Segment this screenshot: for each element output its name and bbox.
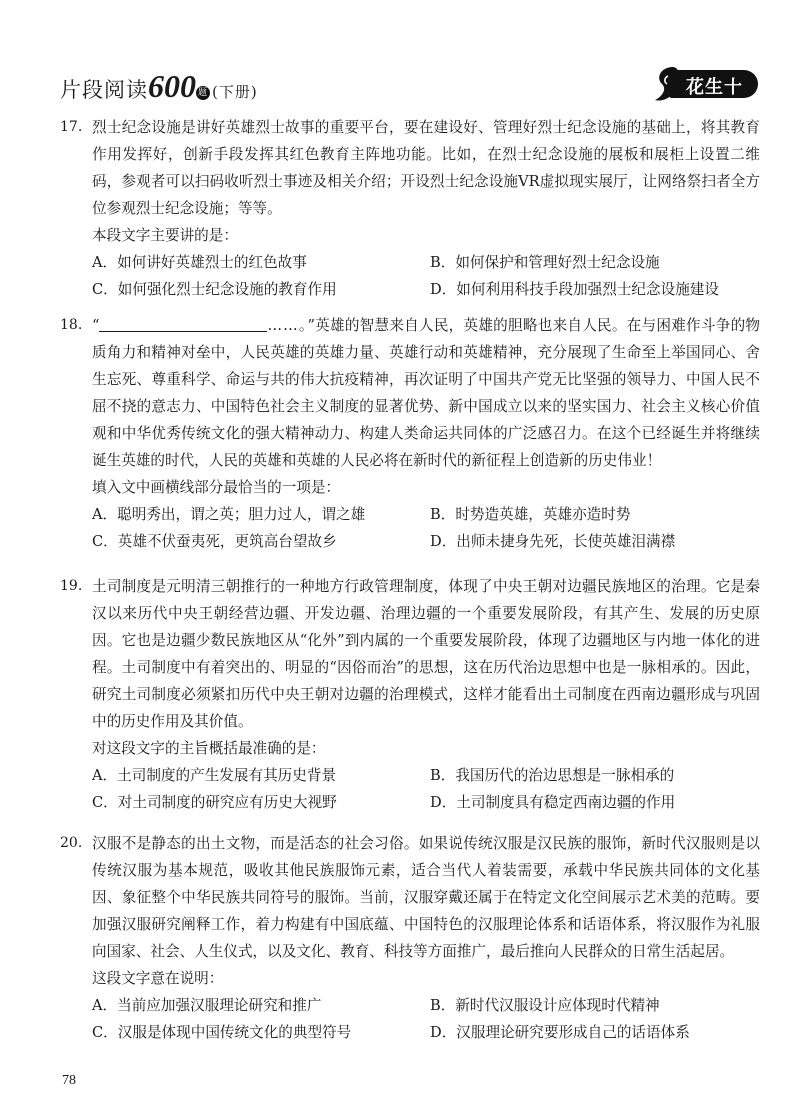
option-c[interactable]: C．汉服是体现中国传统文化的典型符号 bbox=[92, 1024, 352, 1041]
option-c[interactable]: C．如何强化烈士纪念设施的教育作用 bbox=[92, 281, 337, 298]
question-number: 19. bbox=[60, 578, 83, 594]
quote-open: “ bbox=[92, 317, 100, 334]
option-a[interactable]: A．土司制度的产生发展有其历史背景 bbox=[92, 767, 337, 784]
option-b[interactable]: B．时势造英雄，英雄亦造时势 bbox=[430, 506, 631, 523]
book-title-prefix: 片段阅读 bbox=[60, 78, 148, 102]
peanut-swirl-icon bbox=[652, 64, 686, 104]
option-d[interactable]: D．汉服理论研究要形成自己的话语体系 bbox=[430, 1024, 690, 1041]
option-c[interactable]: C．英雄不伏蚕夷死，更筑高台望故乡 bbox=[92, 533, 337, 550]
option-a[interactable]: A．聪明秀出，谓之英；胆力过人，谓之雄 bbox=[92, 506, 366, 523]
answer-options bbox=[92, 249, 760, 303]
question-stem: 烈士纪念设施是讲好英雄烈士故事的重要平台，要在建设好、管理好烈士纪念设施的基础上，将其教育作用发挥好，创新手段发挥其红色教育主阵地功能。比如，在烈士纪念设施的展板和展柜上设置二维码，参观者可以扫码收听烈士事迹及相关介绍；开设烈士纪念设施VR虚拟现实展厅，让网络祭扫者全方位参观烈士纪念设施；等等。 bbox=[92, 119, 760, 217]
question-number: 17. bbox=[60, 119, 83, 135]
question-stem: 汉服不是静态的出土文物，而是活态的社会习俗。如果说传统汉服是汉民族的服饰，新时代汉服则是以传统汉服为基本规范，吸收其他民族服饰元素，适合当代人着装需要，承载中华民族共同体的文化基因、象征整个中华民族共同符号的服饰。当前，汉服穿戴还属于在特定文化空间展示艺术美的范畴。要加强汉服研究阐释工作，着力构建有中国底蕴、中国特色的汉服理论体系和话语体系，将汉服作为礼服向国家、社会、人生仪式，以及文化、教育、科技等方面推广，最后推向人民群众的日常生活起居。 bbox=[92, 835, 760, 960]
fill-in-blank[interactable] bbox=[99, 317, 267, 332]
page-header bbox=[60, 64, 760, 124]
answer-options bbox=[92, 501, 760, 555]
logo-text: 花生十三 bbox=[686, 77, 743, 124]
blank-dots: ……。 bbox=[267, 317, 308, 334]
answer-options bbox=[92, 992, 760, 1046]
question-stem-text: ”英雄的智慧来自人民，英雄的胆略也来自人民。在与困难作斗争的物质角力和精神对垒中，人民英雄的英雄力量、英雄行动和英雄精神，充分展现了生命至上举国同心、舍生忘死、尊重科学、命运与共的伟大抗疫精神，再次证明了中国共产党无比坚强的领导力、中国人民不屈不挠的意志力、中国特色社会主义制度的显著优势、新中国成立以来的坚实国力、社会主义核心价值观和中华优秀传统文化的强大精神动力、构建人类命运共同体的广泛感召力。在这个已经诞生并将继续诞生英雄的时代，人民的英雄和英雄的人民必将在新时代的新征程上创造新的历史伟业！ bbox=[92, 317, 760, 469]
option-b[interactable]: B．新时代汉服设计应体现时代精神 bbox=[430, 997, 660, 1014]
option-d[interactable]: D．如何利用科技手段加强烈士纪念设施建设 bbox=[430, 281, 719, 298]
option-a[interactable]: A．如何讲好英雄烈士的红色故事 bbox=[92, 254, 307, 271]
page-number: 78 bbox=[62, 1073, 76, 1088]
book-title-unit: 题 bbox=[197, 88, 208, 98]
book-title bbox=[60, 68, 258, 105]
answer-options bbox=[92, 762, 760, 816]
question-stem bbox=[92, 312, 760, 474]
option-d[interactable]: D．出师未捷身先死，长使英雄泪满襟 bbox=[430, 533, 676, 550]
option-a[interactable]: A．当前应加强汉服理论研究和推广 bbox=[92, 997, 322, 1014]
question-prompt: 对这段文字的主旨概括最准确的是： bbox=[92, 740, 326, 757]
book-title-volume: (下册) bbox=[212, 83, 258, 101]
option-c[interactable]: C．对土司制度的研究应有历史大视野 bbox=[92, 794, 337, 811]
question-stem: 土司制度是元明清三朝推行的一种地方行政管理制度，体现了中央王朝对边疆民族地区的治理。它是秦汉以来历代中央王朝经营边疆、开发边疆、治理边疆的一个重要发展阶段，有其产生、发展的历史原因。它也是边疆少数民族地区从“化外”到内属的一个重要发展阶段，体现了边疆地区与内地一体化的进程。土司制度中有着突出的、明显的“因俗而治”的思想，这在历代治边思想中也是一脉相承的。因此，研究土司制度必须紧扣历代中央王朝对边疆的治理模式，这样才能看出土司制度在西南边疆形成与巩固中的历史作用及其价值。 bbox=[92, 578, 760, 730]
question-number: 20. bbox=[60, 835, 83, 851]
question-prompt: 这段文字意在说明： bbox=[92, 970, 224, 987]
question-prompt: 本段文字主要讲的是： bbox=[92, 227, 238, 244]
publisher-logo bbox=[648, 64, 760, 124]
question-20 bbox=[60, 830, 760, 1046]
question-number: 18. bbox=[60, 317, 83, 333]
question-18 bbox=[60, 312, 760, 555]
question-19 bbox=[60, 573, 760, 816]
book-title-number: 600 bbox=[148, 68, 196, 104]
question-prompt: 填入文中画横线部分最恰当的一项是： bbox=[92, 479, 341, 496]
question-17 bbox=[60, 114, 760, 303]
option-b[interactable]: B．如何保护和管理好烈士纪念设施 bbox=[430, 254, 660, 271]
option-d[interactable]: D．土司制度具有稳定西南边疆的作用 bbox=[430, 794, 676, 811]
option-b[interactable]: B．我国历代的治边思想是一脉相承的 bbox=[430, 767, 675, 784]
